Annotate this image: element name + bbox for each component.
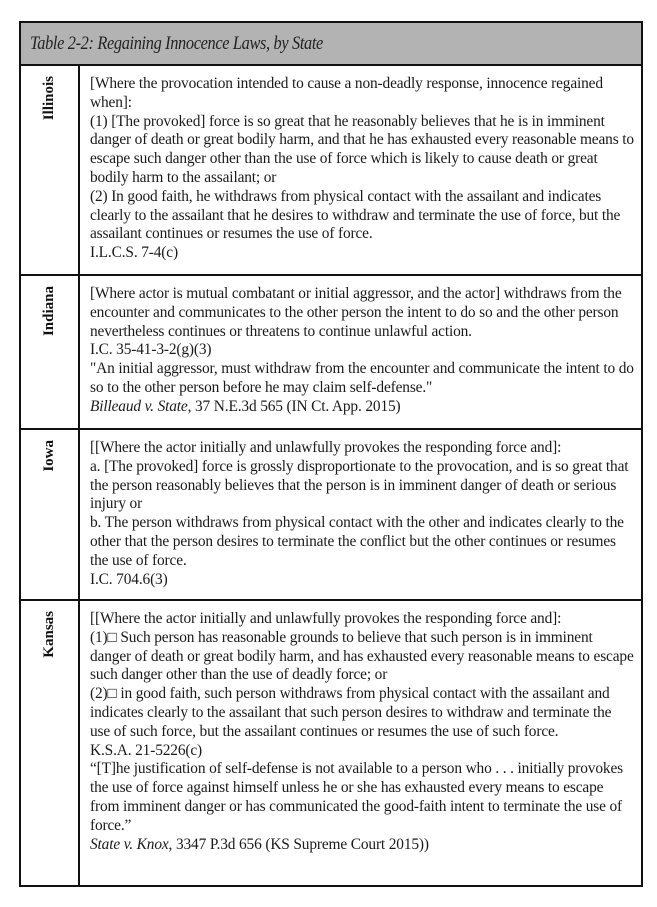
law-line: [[Where the actor initially and unlawfully provokes the responding force and]: <box>90 610 562 627</box>
state-label-kansas: Kansas <box>41 611 57 658</box>
law-text-cell <box>80 430 641 599</box>
state-cell <box>21 601 80 885</box>
law-line: a. [The provoked] force is grossly disproportionate to the provocation, and is so great that the person reasonably believes that the person is in imminent danger of death or serious injury or <box>90 457 629 513</box>
state-cell <box>21 276 80 428</box>
statute-citation: K.S.A. 21-5226(c) <box>90 741 203 759</box>
law-text-cell <box>80 601 641 885</box>
case-name: State v. Knox <box>90 835 169 853</box>
law-line: [Where actor is mutual combatant or initial aggressor, and the actor] withdraws from the encounter and communicates to the other person the intent to do so and the other person nevertheless continues or threatens to continue unlawful action. <box>90 285 622 340</box>
law-line: (2)□ in good faith, such person withdraws from physical contact with the assailant and indicates clearly to the assailant that such person desires to withdraw and terminate the use of such force, but the assailant continues or resumes the use of such force. <box>90 685 612 740</box>
law-text-cell <box>80 66 641 274</box>
law-line: [[Where the actor initially and unlawfully provokes the responding force and]: <box>90 439 562 456</box>
case-quote: “[T]he justification of self-defense is not available to a person who . . . initially provokes the use of force against himself unless he or she has exhausted every means to escape from imminent danger or has communicated the good-faith intent to terminate the use of force.” <box>90 760 623 834</box>
case-citation <box>90 836 635 855</box>
table-title: Table 2-2: Regaining Innocence Laws, by State <box>30 32 323 54</box>
law-line: (1)□ Such person has reasonable grounds to believe that such person is in imminent danger of death or great bodily harm, and has exhausted every reasonable means to escape such danger other than the use of deadly force; or <box>90 628 634 684</box>
table-title-bar <box>21 23 641 66</box>
law-line: (2) In good faith, he withdraws from physical contact with the assailant and indicates clearly to the assailant that he desires to withdraw and terminate the use of force, but the assailant continues or resumes the use of force. <box>90 187 621 243</box>
law-line: [Where the provocation intended to cause a non-deadly response, innocence regained when]: <box>90 75 603 111</box>
statute-citation: I.C. 704.6(3) <box>90 570 168 588</box>
state-cell <box>21 66 80 274</box>
case-cite: , 3347 P.3d 656 (KS Supreme Court 2015)) <box>168 835 429 853</box>
case-cite: , 37 N.E.3d 565 (IN Ct. App. 2015) <box>187 397 401 415</box>
regaining-innocence-table <box>19 21 643 887</box>
case-citation <box>90 398 635 417</box>
state-label-illinois: Illinois <box>41 76 57 121</box>
state-label-indiana: Indiana <box>41 286 57 337</box>
table-row-kansas <box>21 601 641 885</box>
case-quote: "An initial aggressor, must withdraw from the encounter and communicate the intent to do so to the other person before he may claim self-defense." <box>90 360 634 396</box>
law-line: b. The person withdraws from physical contact with the other and indicates clearly to the other that the person desires to terminate the conflict but the other continues or resumes the use of force. <box>90 514 624 569</box>
table-row-indiana <box>21 276 641 430</box>
law-line: (1) [The provoked] force is so great that he reasonably believes that he is in imminent danger of death or great bodily harm, and that he has exhausted every reasonable means to escape such danger other than the use of force which is likely to cause death or great bodily harm to the assailant; or <box>90 112 634 186</box>
statute-citation: I.C. 35-41-3-2(g)(3) <box>90 341 212 359</box>
state-cell <box>21 430 80 599</box>
law-text-cell <box>80 276 641 428</box>
table-row-iowa <box>21 430 641 601</box>
table-row-illinois <box>21 66 641 276</box>
statute-citation: I.L.C.S. 7-4(c) <box>90 244 178 262</box>
case-name: Billeaud v. State <box>90 397 188 415</box>
state-label-iowa: Iowa <box>41 440 57 472</box>
